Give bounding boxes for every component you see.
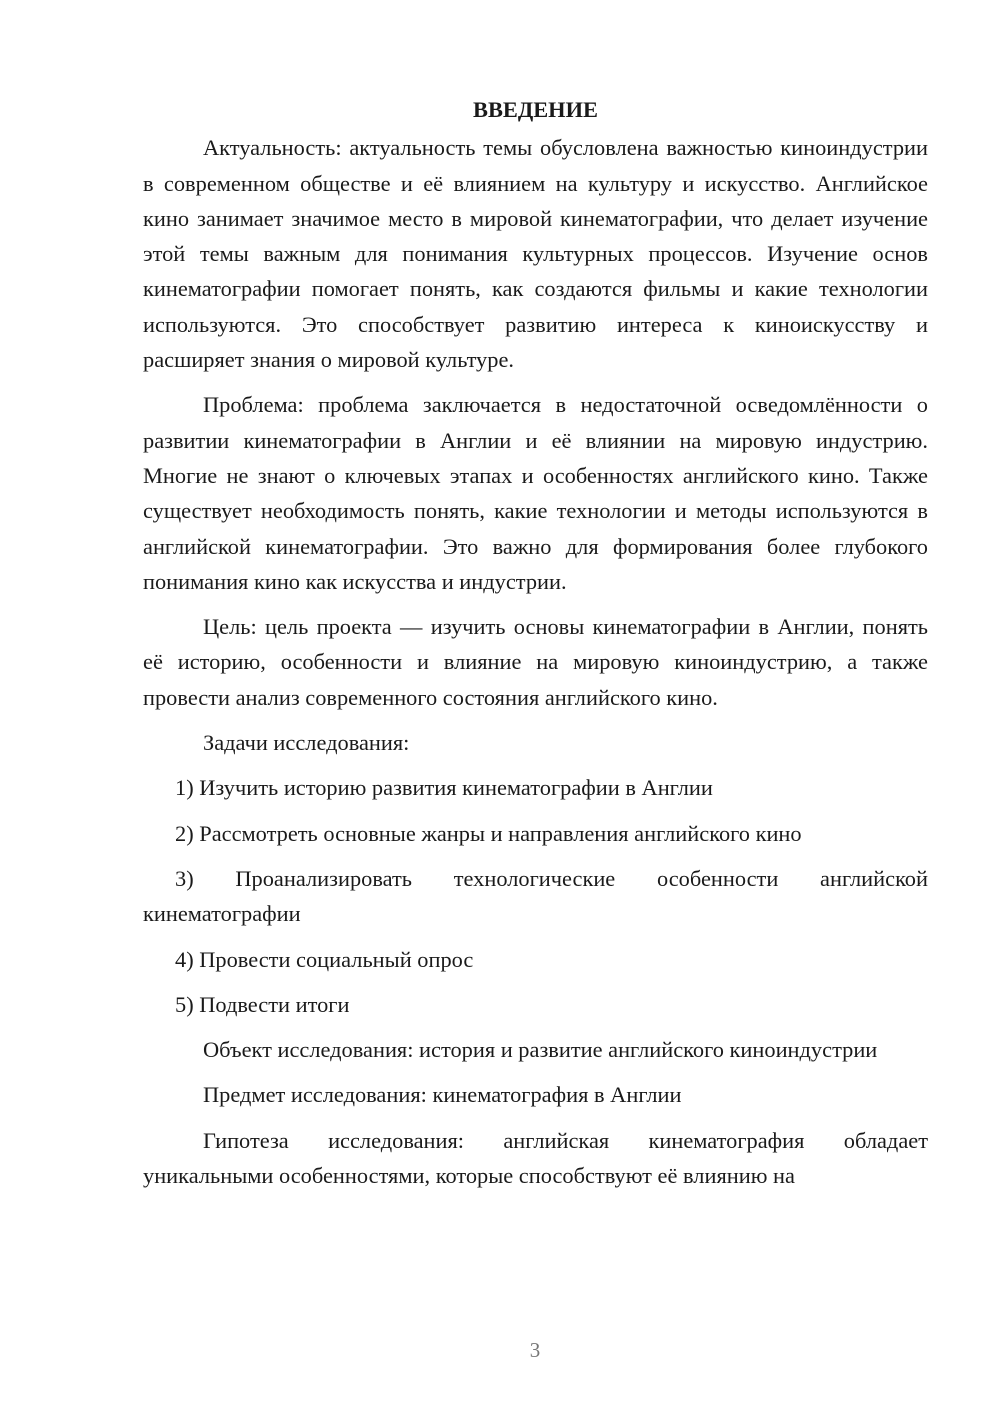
- page-content: [143, 92, 928, 1203]
- task-item-5: 5) Подвести итоги: [175, 991, 350, 1017]
- paragraph-problem: Проблема: проблема заключается в недостаточной осведомлённости о развитии кинематографии в Англии и её влиянии на мировую индустрию. Многие не знают о ключевых этапах и особенностях английского кино. Также существует необходимость понять, какие технологии и методы используются в английской кинематографии. Это важно для формирования более глубокого понимания кино как искусства и индустрии.: [143, 392, 928, 594]
- section-title: ВВЕДЕНИЕ: [473, 97, 598, 122]
- page-number: 3: [529, 1338, 541, 1362]
- task-item-4: 4) Провести социальный опрос: [175, 946, 474, 972]
- task-item-3: 3) Проанализировать технологические особенности английской кинематографии: [143, 865, 928, 927]
- paragraph-object: Объект исследования: история и развитие английского киноиндустрии: [203, 1037, 878, 1063]
- paragraph-tasks-heading: Задачи исследования:: [203, 730, 410, 756]
- paragraph-subject: Предмет исследования: кинематография в Англии: [203, 1082, 682, 1108]
- task-item-2: 2) Рассмотреть основные жанры и направления английского кино: [175, 820, 802, 846]
- paragraph-goal: Цель: цель проекта — изучить основы кинематографии в Англии, понять её историю, особенности и влияние на мировую киноиндустрию, а также провести анализ современного состояния английского кино.: [143, 614, 928, 710]
- paragraph-hypothesis: Гипотеза исследования: английская кинематография обладает уникальными особенностями, которые способствуют её влиянию на: [143, 1127, 928, 1189]
- paragraph-relevance: Актуальность: актуальность темы обусловлена важностью киноиндустрии в современном обществе и её влиянием на культуру и искусство. Английское кино занимает значимое место в мировой кинематографии, что делает изучение этой темы важным для понимания культурных процессов. Изучение основ кинематографии помогает понять, как создаются фильмы и какие технологии используются. Это способствует развитию интереса к киноискусству и расширяет знания о мировой культуре.: [143, 135, 928, 373]
- task-item-1: 1) Изучить историю развития кинематографии в Англии: [175, 775, 713, 801]
